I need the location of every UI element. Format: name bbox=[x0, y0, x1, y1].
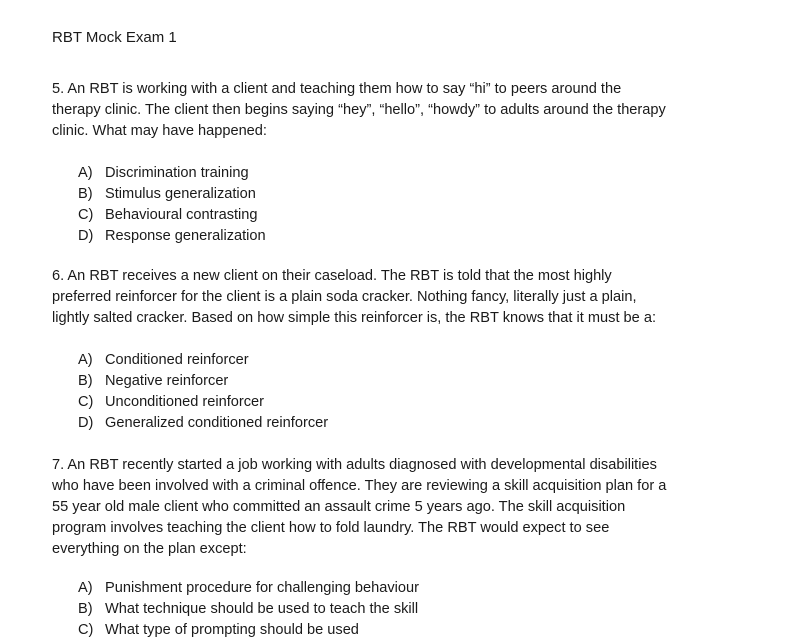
option-c bbox=[78, 620, 419, 641]
answer-options bbox=[78, 163, 266, 247]
option-a bbox=[78, 350, 328, 371]
option-letter: B) bbox=[78, 186, 93, 202]
stem-line: therapy clinic. The client then begins saying “hey”, “hello”, “howdy” to adults around the therapy bbox=[52, 102, 666, 118]
option-letter: B) bbox=[78, 373, 93, 389]
option-letter: D) bbox=[78, 415, 94, 431]
question-6 bbox=[52, 266, 752, 431]
stem-line: clinic. What may have happened: bbox=[52, 123, 267, 139]
option-a bbox=[78, 163, 266, 184]
option-letter: C) bbox=[78, 394, 94, 410]
option-d bbox=[78, 226, 266, 247]
answer-options bbox=[78, 578, 419, 641]
question-stem bbox=[52, 79, 752, 142]
option-c bbox=[78, 392, 328, 413]
stem-line: everything on the plan except: bbox=[52, 541, 247, 557]
answer-options bbox=[78, 350, 328, 434]
stem-line: program involves teaching the client how to fold laundry. The RBT would expect to see bbox=[52, 520, 610, 536]
stem-line: 7. An RBT recently started a job working with adults diagnosed with developmental disabilities bbox=[52, 457, 657, 473]
option-text: Discrimination training bbox=[105, 165, 249, 181]
stem-line: preferred reinforcer for the client is a plain soda cracker. Nothing fancy, literally just a plain, bbox=[52, 289, 637, 305]
question-7 bbox=[52, 455, 752, 638]
option-letter: A) bbox=[78, 352, 93, 368]
question-stem bbox=[52, 455, 752, 560]
option-letter: C) bbox=[78, 207, 94, 223]
option-letter: D) bbox=[78, 228, 94, 244]
option-text: Behavioural contrasting bbox=[105, 207, 258, 223]
option-letter: A) bbox=[78, 165, 93, 181]
option-text: Punishment procedure for challenging behaviour bbox=[105, 580, 419, 596]
stem-line: 6. An RBT receives a new client on their caseload. The RBT is told that the most highly bbox=[52, 268, 612, 284]
page-title: RBT Mock Exam 1 bbox=[52, 29, 177, 46]
option-text: Conditioned reinforcer bbox=[105, 352, 249, 368]
option-b bbox=[78, 184, 266, 205]
option-text: Stimulus generalization bbox=[105, 186, 256, 202]
option-text: Generalized conditioned reinforcer bbox=[105, 415, 329, 431]
stem-line: 55 year old male client who committed an assault crime 5 years ago. The skill acquisition bbox=[52, 499, 626, 515]
option-text: What technique should be used to teach the skill bbox=[105, 601, 419, 617]
option-b bbox=[78, 599, 419, 620]
option-a bbox=[78, 578, 419, 599]
option-letter: A) bbox=[78, 580, 93, 596]
option-text: Unconditioned reinforcer bbox=[105, 394, 264, 410]
option-text: What type of prompting should be used bbox=[105, 622, 359, 638]
option-letter: C) bbox=[78, 622, 94, 638]
option-c bbox=[78, 205, 266, 226]
question-stem bbox=[52, 266, 752, 329]
option-text: Negative reinforcer bbox=[105, 373, 229, 389]
stem-line: who have been involved with a criminal offence. They are reviewing a skill acquisition plan for a bbox=[52, 478, 667, 494]
option-b bbox=[78, 371, 328, 392]
stem-line: 5. An RBT is working with a client and teaching them how to say “hi” to peers around the bbox=[52, 81, 622, 97]
option-text: Response generalization bbox=[105, 228, 266, 244]
stem-line: lightly salted cracker. Based on how simple this reinforcer is, the RBT knows that it must be a: bbox=[52, 310, 657, 326]
option-d bbox=[78, 413, 328, 434]
question-5 bbox=[52, 79, 752, 244]
option-letter: B) bbox=[78, 601, 93, 617]
